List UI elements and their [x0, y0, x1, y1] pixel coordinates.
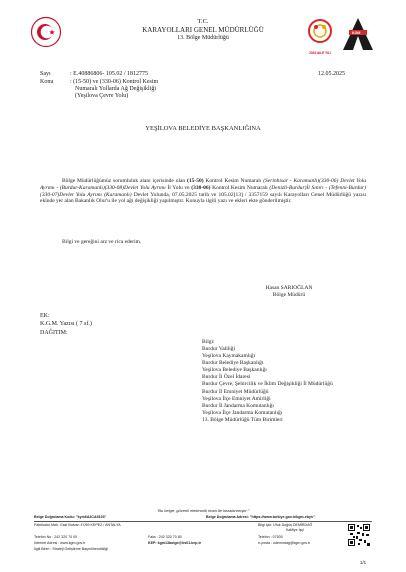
list-item: Yeşilova Belediye Başkanlığı: [202, 367, 267, 374]
road-number: (15-50): [187, 178, 204, 184]
body-text: Kontrol Kesim Numaralı: [203, 178, 264, 184]
qr-code: [347, 523, 371, 547]
ek-label: EK:: [40, 313, 50, 319]
footer-internet[interactable]: İnternet Adresi : www.kgm.gov.tr: [34, 541, 86, 545]
list-item: Burdur Çevre, Şehircilik ve İklim Değişikliği İl Müdürlüğü: [202, 381, 333, 388]
dagitim-label: DAĞITIM:: [40, 330, 68, 336]
konu-line: Numaralı Yollarda Ağ Değişikliği: [75, 86, 156, 92]
closing-sentence: Bilgi ve gereğini arz ve rica ederim.: [62, 239, 142, 245]
footer-bilgi-icin: Bilgi için: Ufuk Doğuş DEMİRDAĞ: [258, 523, 313, 527]
konu-line: (Yeşilova Çevre Yolu): [75, 93, 129, 99]
body-text: Devlet Yolunda, 07.05.2025 tarih ve 105.02[13] / 3357159 sayılı Karayolları Genel Müdürlüğü yazısı ekinde yer alan Bakanlık Olur'u ile yol ağı değişikliği yapılmıştır. Konuyla ilgili yazı ve ekleri ekte gönderilmiştir.: [40, 191, 366, 205]
list-item: 13. Bölge Müdürlüğü Tüm Birimleri: [202, 416, 283, 423]
konu-block: [70, 79, 220, 100]
list-item: Burdur Valiliği: [202, 346, 236, 352]
verification-address: Belge Doğrulama Adresi: "https://www.turkiye.gov.tr/kgm-ebys": [206, 515, 315, 519]
kgm-logo-text: KGM: [352, 30, 361, 35]
footer-eposta[interactable]: e-posta : udemirdag@kgm.gov.tr: [258, 541, 311, 545]
road-number: (330-06): [191, 184, 211, 191]
list-item: Yeşilova Kaymakamlığı: [202, 353, 256, 360]
verification-code: Belge Doğrulama Kodu: "kym6A3CA5103": [34, 515, 107, 519]
body-text: Kontrol Kesim Numaralı: [210, 184, 270, 191]
signer-name: Hasan SARIOĞLAN: [265, 285, 313, 291]
footer-address: Fabrikalar Mah. Gazi Bulvarı 47/69 KEPEZ / ANTALYA: [34, 523, 121, 527]
list-item: Burdur İl Jandarma Komutanlığı: [202, 402, 274, 409]
header-region: 13. Bölge Müdürlüğü: [177, 35, 229, 41]
footer-kep[interactable]: KEP: kgm13bolge@hs01.kep.tr: [148, 541, 202, 545]
footer-faks: Faks : 242 320 70 80: [148, 535, 182, 539]
family-year-caption: 2023 AILE YILI: [309, 51, 331, 55]
konu-line: : (15-50) ve (330-06) Kontrol Kesim: [70, 79, 159, 85]
konu-label: Konu: [40, 79, 54, 85]
kgm-logo: [340, 16, 376, 54]
list-item: Yeşilova İlçe Emniyet Amirliği: [202, 395, 271, 402]
list-item: Yeşilova İlçe Jandarma Komutanlığı: [202, 409, 283, 416]
signer-title: Bölge Müdürü: [272, 291, 306, 298]
sayi-label: Sayı: [40, 71, 51, 77]
footer-divider: [34, 521, 372, 522]
signature-block: [244, 285, 334, 299]
header-org: KARAYOLLARI GENEL MÜDÜRLÜĞÜ: [142, 26, 264, 34]
road-segment-name: (Denizli-Burdur)İl Sınırı - (Tefenni-Burdur)(330-07)Devlet Yolu Ayrımı (Karamanlı): [40, 184, 366, 198]
recipient-heading: YEŞİLOVA BELEDİYE BAŞKANLIĞINA: [145, 125, 261, 132]
footer-kalite: Kalifiye İşçi: [286, 528, 304, 532]
family-year-logo: [304, 18, 336, 54]
footer-ilgili-birim: İlgili Birim : Strateji Geliştirme Başmühendisliği: [34, 547, 108, 551]
body-text: İl Yolu ve: [165, 184, 192, 191]
footer-tel2: Telefon : 07505: [258, 535, 283, 539]
header-tc: T.C.: [197, 18, 209, 25]
road-segment-name: (Serinhisar - Karamanlı)(330-06) Devlet Yolu Ayrımı - (Burdur-Karamanlı)(330-08)Devlet Yolu Ayrımı: [40, 178, 367, 191]
sayi-value: : E.40886806- 105.02 / 1812775: [70, 71, 148, 77]
ek-item: K.G.M. Yazısı ( 7 sf.): [40, 321, 92, 327]
body-text: Bölge Müdürlüğümüz sorumluluk alanı içerisinde olan: [62, 178, 188, 184]
ministry-header: [110, 18, 296, 42]
list-item: Burdur İl Emniyet Müdürlüğü: [202, 388, 269, 395]
bilgi-label: Bilgi:: [202, 339, 215, 345]
turkish-flag-logo: [30, 16, 62, 48]
body-paragraph: [40, 178, 366, 205]
e-signature-motto: "Bu belge, güvenli elektronik imza ile imzalanmıştır.": [156, 508, 250, 513]
footer-telefon: Telefon No : 242 320 70 00: [34, 535, 78, 539]
page-number: 1/1: [360, 560, 367, 565]
document-date: 12.05.2025: [318, 71, 345, 77]
distribution-list: [202, 346, 352, 424]
list-item: Burdur İl Özel İdaresi: [202, 374, 251, 381]
list-item: Burdur Belediye Başkanlığı: [202, 360, 264, 367]
